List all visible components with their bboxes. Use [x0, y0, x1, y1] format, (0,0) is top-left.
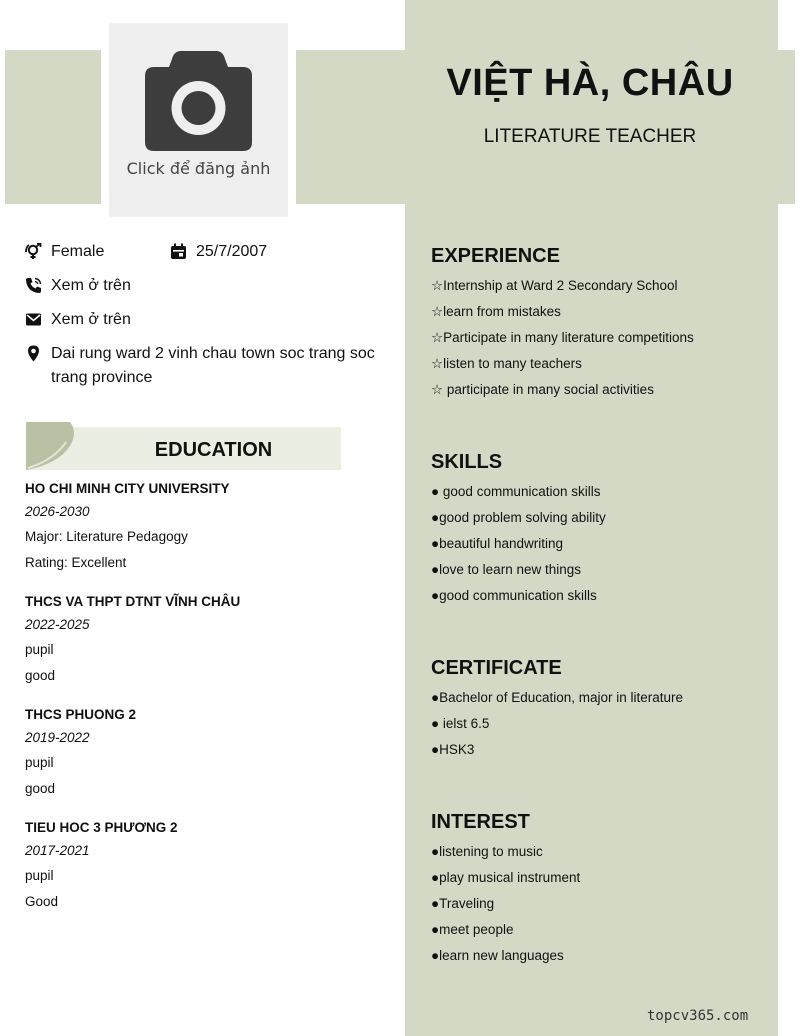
photo-upload[interactable] [109, 23, 288, 217]
birthdate-value: 25/7/2007 [196, 243, 268, 260]
gender-row [25, 240, 104, 264]
header-band-right [778, 50, 795, 204]
calendar-icon [170, 243, 187, 260]
skill-item: ● good communication skills [431, 484, 601, 499]
education-entry [25, 819, 385, 919]
email-value: Xem ở trên [51, 311, 131, 328]
education-detail: pupil [25, 868, 54, 883]
education-detail: Good [25, 894, 59, 909]
education-entry [25, 480, 385, 580]
phone-value: Xem ở trên [51, 277, 131, 294]
map-pin-icon [25, 345, 42, 362]
interest-section [431, 810, 771, 973]
skills-title: SKILLS [431, 451, 503, 473]
interest-item: ●learn new languages [431, 948, 564, 963]
certificate-title: CERTIFICATE [431, 657, 562, 679]
header-band-left [5, 50, 101, 204]
education-years: 2022-2025 [25, 617, 90, 632]
experience-item: ☆Participate in many literature competitions [431, 330, 694, 345]
gender-value: Female [51, 243, 105, 260]
interest-item: ●play musical instrument [431, 870, 581, 885]
education-detail: good [25, 668, 56, 683]
experience-item: ☆listen to many teachers [431, 356, 582, 371]
email-row [25, 308, 131, 332]
candidate-name: VIỆT HÀ, CHÂU [446, 62, 734, 104]
education-entry [25, 706, 385, 806]
education-detail: pupil [25, 642, 54, 657]
education-tab-decoration [26, 422, 76, 470]
skills-section [431, 450, 771, 613]
camera-icon [145, 51, 252, 151]
education-school: THCS PHUONG 2 [25, 707, 137, 722]
education-entry [25, 593, 385, 693]
education-years: 2019-2022 [25, 730, 90, 745]
candidate-role: LITERATURE TEACHER [483, 126, 697, 147]
skill-item: ●love to learn new things [431, 562, 581, 577]
education-school: THCS VA THPT DTNT VĨNH CHÂU [25, 594, 241, 609]
header-band-middle [296, 50, 405, 204]
interest-item: ●meet people [431, 922, 514, 937]
certificate-section [431, 656, 771, 767]
education-school: TIEU HOC 3 PHƯƠNG 2 [25, 820, 178, 835]
address-value: Dai rung ward 2 vinh chau town soc trang soc trang province [51, 345, 375, 386]
education-title: EDUCATION [154, 439, 273, 461]
certificate-item: ●HSK3 [431, 742, 475, 757]
education-detail: Major: Literature Pedagogy [25, 529, 188, 544]
experience-item: ☆Internship at Ward 2 Secondary School [431, 278, 678, 293]
experience-title: EXPERIENCE [431, 245, 560, 267]
experience-item: ☆ participate in many social activities [431, 382, 654, 397]
education-detail: pupil [25, 755, 54, 770]
experience-item: ☆learn from mistakes [431, 304, 561, 319]
education-school: HO CHI MINH CITY UNIVERSITY [25, 481, 230, 496]
certificate-item: ● ielst 6.5 [431, 716, 490, 731]
interest-item: ●listening to music [431, 844, 543, 859]
skill-item: ●good communication skills [431, 588, 597, 603]
phone-row [25, 274, 131, 298]
certificate-item: ●Bachelor of Education, major in literature [431, 690, 684, 705]
skill-item: ●good problem solving ability [431, 510, 606, 525]
interest-item: ●Traveling [431, 896, 495, 911]
birthdate-row [170, 240, 267, 264]
education-detail: Rating: Excellent [25, 555, 127, 570]
education-years: 2017-2021 [25, 843, 90, 858]
skill-item: ●beautiful handwriting [431, 536, 563, 551]
gender-icon [25, 243, 42, 260]
photo-upload-caption: Click để đăng ảnh [126, 159, 271, 178]
education-years: 2026-2030 [25, 504, 90, 519]
address-row [25, 342, 385, 390]
phone-icon [25, 277, 42, 294]
envelope-icon [25, 311, 42, 328]
education-header [26, 427, 341, 470]
footer-watermark: topcv365.com [647, 1008, 749, 1024]
experience-section [431, 244, 771, 407]
interest-title: INTEREST [431, 811, 530, 833]
education-detail: good [25, 781, 56, 796]
